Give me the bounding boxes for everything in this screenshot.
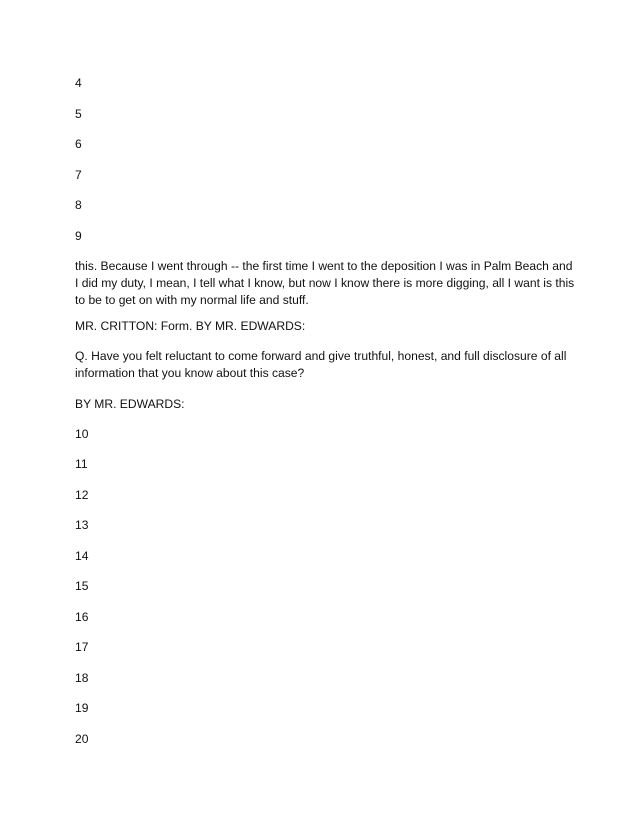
line-number: 13 xyxy=(75,518,89,532)
line-number: 18 xyxy=(75,671,89,685)
line-number: 4 xyxy=(75,76,82,90)
line-number: 19 xyxy=(75,701,89,715)
line-number: 9 xyxy=(75,229,82,243)
testimony-paragraph: this. Because I went through -- the first time I went to the deposition I was in Palm Beach and I did my duty, I mean, I tell what I know, but now I know there is more digging, all I want is this to be to get on with my normal life and stuff. xyxy=(75,259,575,307)
line-number: 15 xyxy=(75,579,89,593)
line-number: 6 xyxy=(75,137,82,151)
line-number: 8 xyxy=(75,198,82,212)
line-number: 20 xyxy=(75,732,89,746)
question-paragraph: Q. Have you felt reluctant to come forward and give truthful, honest, and full disclosure of all information that you know about this case? xyxy=(75,349,567,380)
line-number: 12 xyxy=(75,488,89,502)
objection-line: MR. CRITTON: Form. BY MR. EDWARDS: xyxy=(75,319,306,333)
examiner-line: BY MR. EDWARDS: xyxy=(75,397,185,411)
line-number: 11 xyxy=(75,457,88,471)
line-number: 16 xyxy=(75,610,89,624)
line-number: 10 xyxy=(75,427,89,441)
line-number: 5 xyxy=(75,107,82,121)
line-number: 7 xyxy=(75,168,82,182)
line-number: 17 xyxy=(75,640,89,654)
line-number: 14 xyxy=(75,549,89,563)
